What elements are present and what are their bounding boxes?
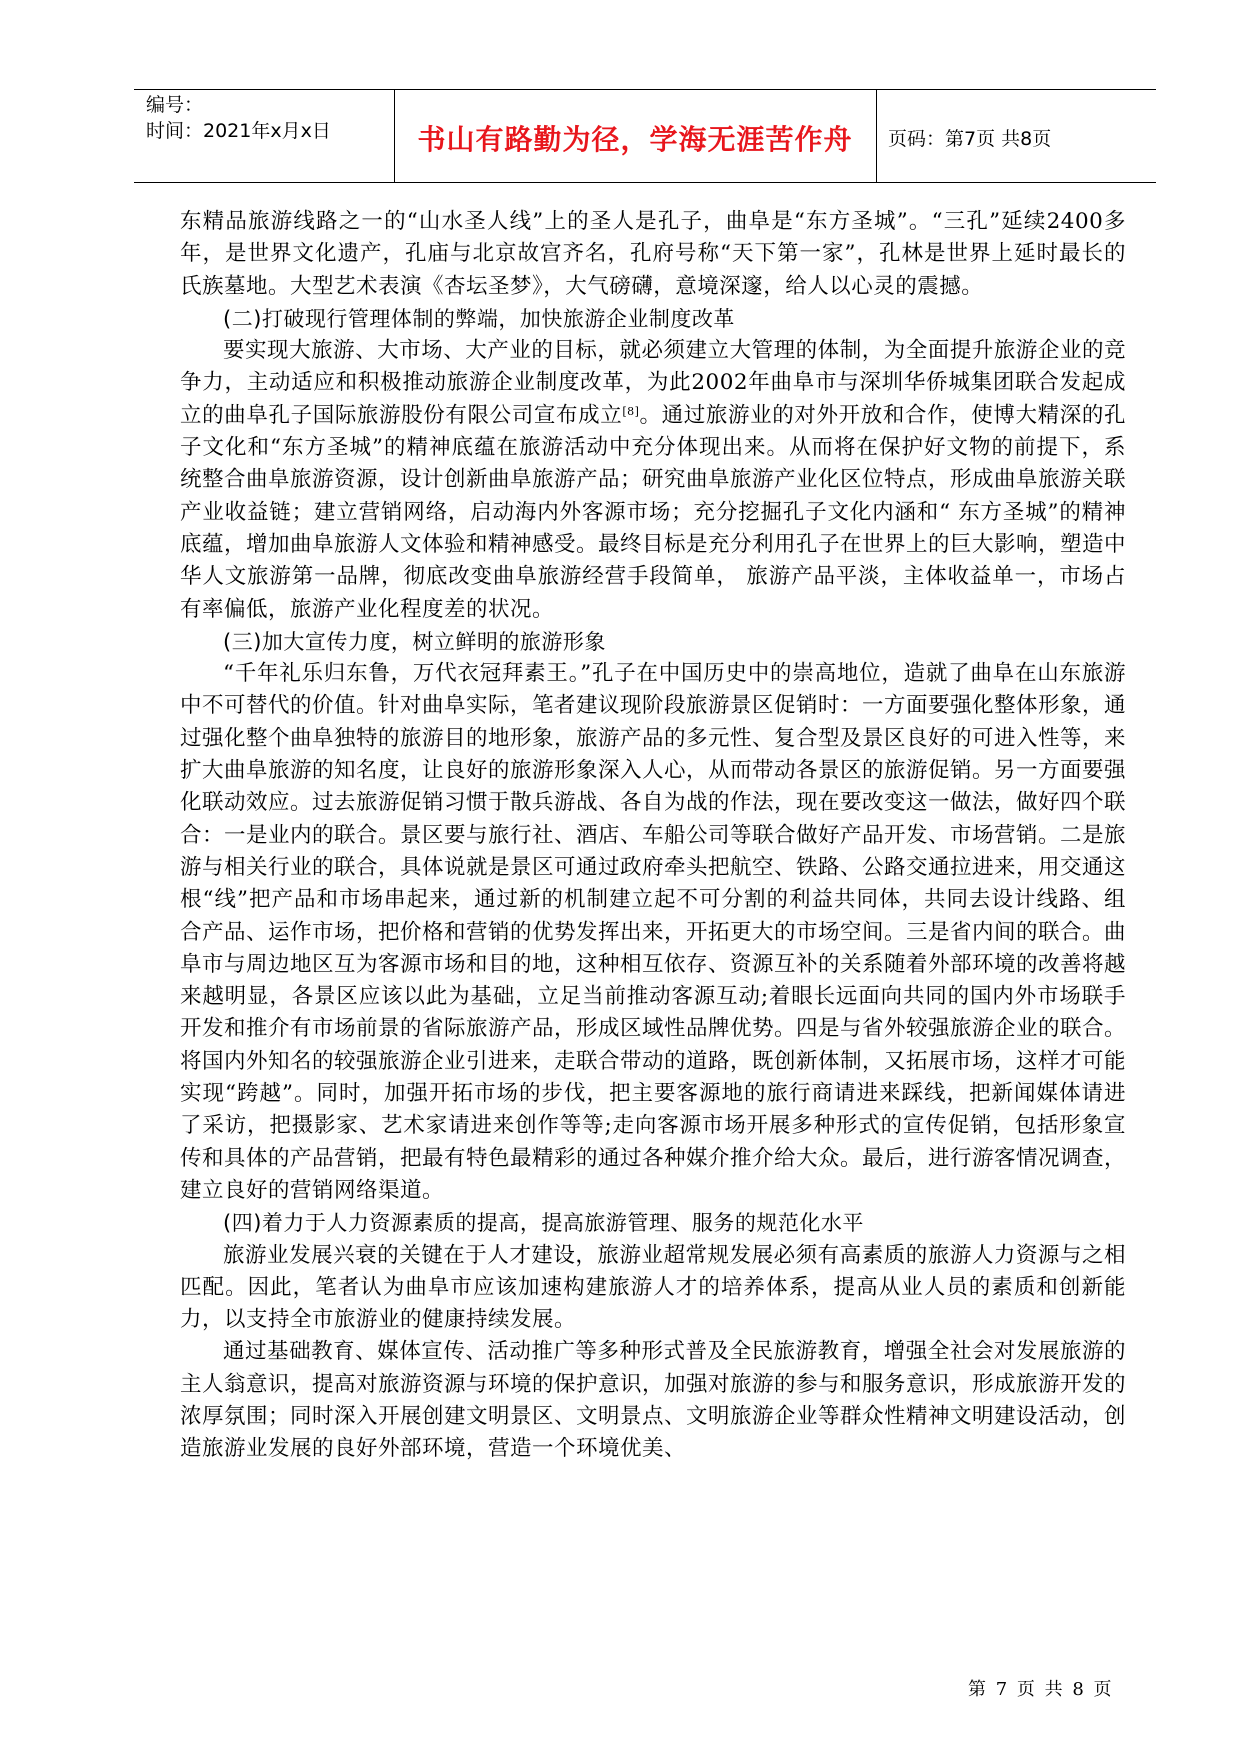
header-page-number: 页码：第7页 共8页 [888, 128, 1052, 150]
section-heading: (四)着力于人力资源素质的提高，提高旅游管理、服务的规范化水平 [223, 1211, 864, 1236]
section-heading: (三)加大宣传力度，树立鲜明的旅游形象 [223, 629, 606, 654]
paragraph-text: 。通过旅游业的对外开放和合作，使博大精深的孔子文化和“东方圣城”的精神底蕴在旅游活动中充分体现出来。从而将在保护好文物的前提下，系统整合曲阜旅游资源，设计创新曲阜旅游产品；研究曲阜旅游产业化区位特点，形成曲阜旅游关联产业收益链；建立营销网络，启动海内外客源市场；充分挖掘孔子文化内涵和“ 东方圣城”的精神底蕴，增加曲阜旅游人文体验和精神感受。最终目标是充分利用孔子在世界上的巨大影响，塑造中华人文旅游第一品牌，彻底改变曲阜旅游经营手段简单， 旅游产品平淡，主体收益单一，市场占有率偏低，旅游产业化程度差的状况。 [180, 402, 1127, 622]
header-page-cell [876, 90, 1156, 182]
page-header [134, 89, 1156, 183]
citation-reference: [8] [622, 404, 640, 418]
paragraph: 通过基础教育、媒体宣传、活动推广等多种形式普及全民旅游教育，增强全社会对发展旅游的主人翁意识，提高对旅游资源与环境的保护意识，加强对旅游的参与和服务意识，形成旅游开发的浓厚氛围；同时深入开展创建文明景区、文明景点、文明旅游企业等群众性精神文明建设活动，创造旅游业发展的良好外部环境，营造一个环境优美、 [180, 1339, 1127, 1462]
document-number-label: 编号： [146, 94, 204, 116]
paragraph-text: 要实现大旅游、大市场、大产业的目标，就必须建立大管理的体制，为全面提升旅游企业的竞争力，主动适应和积极推动旅游企业制度改革，为此2002年曲阜市与深圳华侨城集团联合发起成立的曲阜孔子国际旅游股份有限公司宣布成立 [180, 338, 1126, 428]
page-footer-number: 第 7 页 共 8 页 [968, 1679, 1114, 1700]
paragraph: 旅游业发展兴衰的关键在于人才建设，旅游业超常规发展必须有高素质的旅游人力资源与之相匹配。因此，笔者认为曲阜市应该加速构建旅游人才的培养体系，提高从业人员的素质和创新能力，以支持全市旅游业的健康持续发展。 [180, 1242, 1126, 1333]
header-meta-cell [134, 90, 395, 182]
document-body [180, 206, 1126, 1466]
header-motto: 书山有路勤为径，学海无涯苦作舟 [417, 123, 853, 156]
document-time-label: 时间：2021年x月x日 [146, 120, 331, 142]
paragraph: 东精品旅游线路之一的“山水圣人线”上的圣人是孔子，曲阜是“东方圣城”。“三孔”延续2400多年，是世界文化遗产，孔庙与北京故宫齐名，孔府号称“天下第一家”，孔林是世界上延时最长的氏族墓地。大型艺术表演《杏坛圣梦》，大气磅礴，意境深邃，给人以心灵的震撼。 [180, 209, 1126, 299]
paragraph [180, 335, 1126, 626]
paragraph: “千年礼乐归东鲁，万代衣冠拜素王。”孔子在中国历史中的崇高地位，造就了曲阜在山东旅游中不可替代的价值。针对曲阜实际，笔者建议现阶段旅游景区促销时：一方面要强化整体形象，通过强化整个曲阜独特的旅游目的地形象，旅游产品的多元性、复合型及景区良好的可进入性等，来扩大曲阜旅游的知名度，让良好的旅游形象深入人心，从而带动各景区的旅游促销。另一方面要强化联动效应。过去旅游促销习惯于散兵游战、各自为战的作法，现在要改变这一做法，做好四个联合：一是业内的联合。景区要与旅行社、酒店、车船公司等联合做好产品开发、市场营销。二是旅游与相关行业的联合，具体说就是景区可通过政府牵头把航空、铁路、公路交通拉进来，用交通这根“线”把产品和市场串起来，通过新的机制建立起不可分割的利益共同体，共同去设计线路、组合产品、运作市场，把价格和营销的优势发挥出来，开拓更大的市场空间。三是省内间的联合。曲阜市与周边地区互为客源市场和目的地，这种相互依存、资源互补的关系随着外部环境的改善将越来越明显，各景区应该以此为基础，立足当前推动客源互动;着眼长远面向共同的国内外市场联手开发和推介有市场前景的省际旅游产品，形成区域性品牌优势。四是与省外较强旅游企业的联合。将国内外知名的较强旅游企业引进来，走联合带动的道路，既创新体制，又拓展市场，这样才可能实现“跨越”。同时，加强开拓市场的步伐，把主要客源地的旅行商请进来踩线，把新闻媒体请进了采访，把摄影家、艺术家请进来创作等等;走向客源市场开展多种形式的宣传促销，包括形象宣传和具体的产品营销，把最有特色最精彩的通过各种媒介推介给大众。最后，进行游客情况调查，建立良好的营销网络渠道。 [180, 661, 1127, 1203]
section-heading: (二)打破现行管理体制的弊端，加快旅游企业制度改革 [223, 306, 735, 331]
header-motto-cell [394, 90, 877, 182]
